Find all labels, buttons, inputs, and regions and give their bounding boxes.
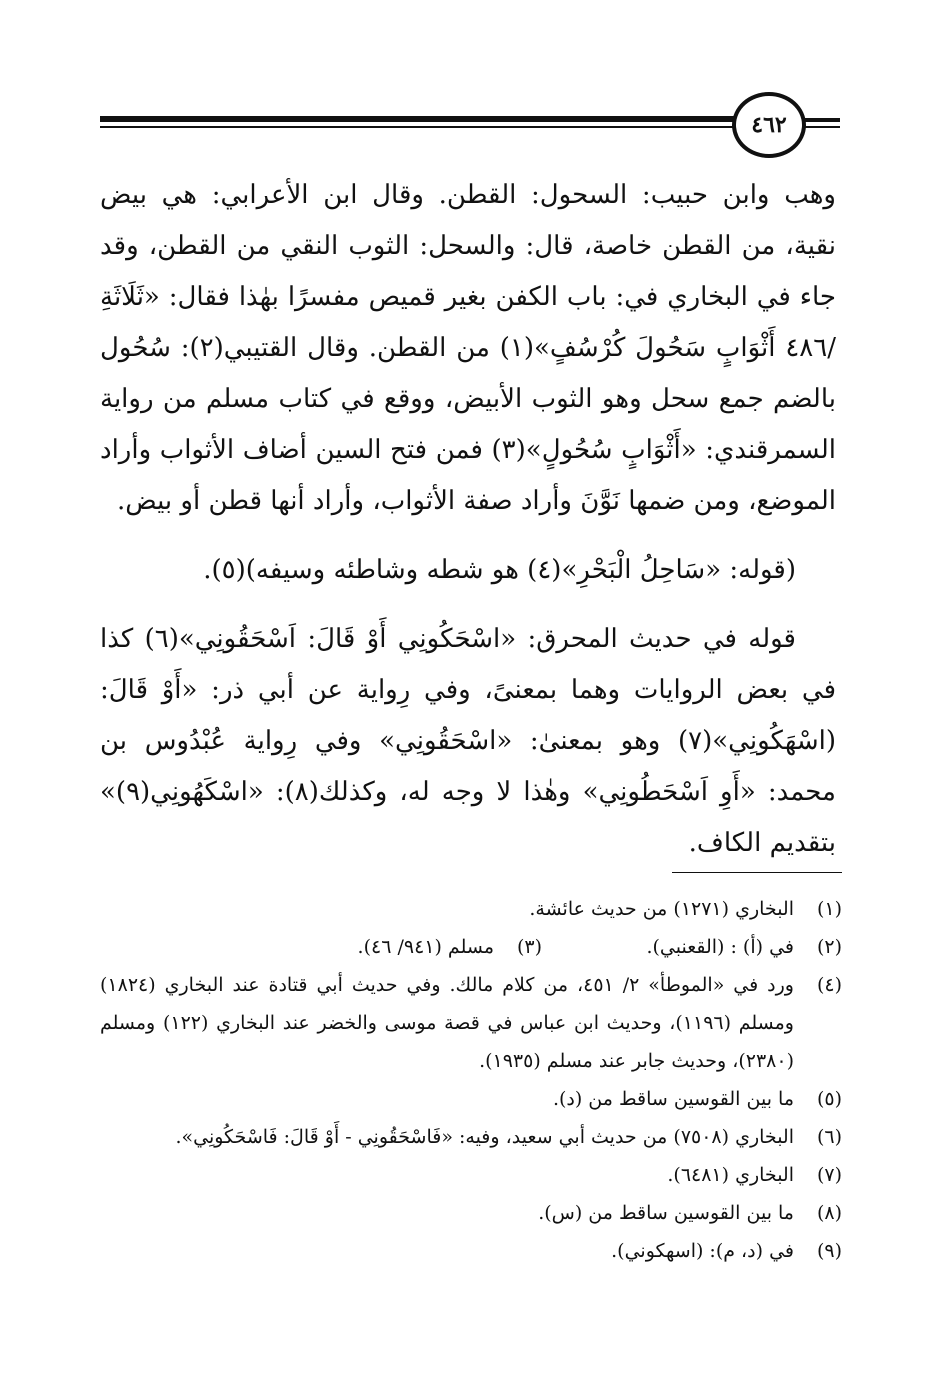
footnote-text: ورد في «الموطأ» ٢/ ٤٥١، من كلام مالك. وفي حديث أبي قتادة عند البخاري (١٨٢٤) ومسلم (١١٩٦)، وحديث ابن عباس في قصة موسى والخضر عند البخاري (١٢٢) ومسلم (٢٣٨٠)، وحديث جابر عند مسلم (١٩٣٥). bbox=[100, 974, 794, 1072]
footnote-text: البخاري (٦٤٨١). bbox=[667, 1164, 794, 1186]
footnote bbox=[100, 1194, 842, 1232]
footnote-separator bbox=[672, 872, 842, 873]
footnote-number: (٧) bbox=[816, 1164, 842, 1186]
footnote-text: البخاري (١٢٧١) من حديث عائشة. bbox=[529, 898, 794, 920]
header-rule-thin bbox=[100, 126, 735, 128]
footnote-text: البخاري (٧٥٠٨) من حديث أبي سعيد، وفيه: «فَاسْحَقُونِي - أَوْ قَالَ: فَاسْحَكُونِي». bbox=[175, 1126, 794, 1148]
footnote bbox=[358, 928, 542, 966]
footnote-number: (٥) bbox=[816, 1088, 842, 1110]
footnote-number: (٦) bbox=[816, 1126, 842, 1148]
footnote-text: مسلم (٩٤١/ ٤٦). bbox=[357, 936, 494, 958]
header-rule-right bbox=[800, 118, 840, 122]
footnote-text: ما بين القوسين ساقط من (س). bbox=[538, 1202, 794, 1224]
header-rule-right-thin bbox=[800, 126, 840, 128]
footnote-number: (٣) bbox=[516, 936, 542, 958]
footnote bbox=[100, 1118, 842, 1156]
footnote-row bbox=[100, 928, 842, 966]
main-text bbox=[100, 170, 836, 869]
footnote-text: ما بين القوسين ساقط من (د). bbox=[552, 1088, 794, 1110]
footnote bbox=[100, 890, 842, 928]
footnote-number: (٤) bbox=[816, 974, 842, 996]
footnote-number: (١) bbox=[816, 898, 842, 920]
paragraph-3: قوله في حديث المحرق: «اسْحَكُونِي أَوْ قَالَ: اَسْحَقُونِي»(٦) كذا في بعض الروايات وهما بمعنىً، وفي رِواية عن أبي ذر: «أَوْ قَالَ: (اسْهَكُونِي»(٧) وهو بمعنىٰ: «اسْحَقُونِي» وفي رِواية عُبْدُوس بن محمد: «أَوِ اَسْحَطُونِي» وهٰذا لا وجه له، وكذلك(٨): «اسْكَهُونِي(٩)» بتقديم الكاف. bbox=[100, 624, 836, 858]
footnote-text: في (أ) : (القعنبي). bbox=[646, 936, 794, 958]
footnote bbox=[100, 1232, 842, 1270]
page-number: ٤٦٢ bbox=[732, 92, 806, 158]
footnote-number: (٢) bbox=[816, 936, 842, 958]
footnote bbox=[100, 1080, 842, 1118]
footnote bbox=[542, 928, 842, 966]
paragraph-1: وهب وابن حبيب: السحول: القطن. وقال ابن الأعرابي: هي بيض نقية، من القطن خاصة، قال: والسحل: الثوب النقي من القطن، وقد جاء في البخاري في: باب الكفن بغير قميص مفسرًا بهٰذا فقال: «ثَلَاثَةِ /٤٨٦ أَثْوَابٍ سَحُولَ كُرْسُفٍ»(١) من القطن. وقال القتيبي(٢): سُحُول بالضم جمع سحل وهو الثوب الأبيض، ووقع في كتاب مسلم من رواية السمرقندي: «أَثْوَابٍ سُحُولٍ»(٣) فمن فتح السين أضاف الأثواب وأراد الموضع، ومن ضمها نَوَّنَ وأراد صفة الأثواب، وأراد أنها قطن أو بيض. bbox=[100, 180, 836, 516]
header-rule-thick bbox=[100, 116, 735, 122]
footnote bbox=[100, 966, 842, 1080]
footnotes bbox=[100, 890, 842, 1270]
footnote-text: في (د، م): (اسهكوني). bbox=[611, 1240, 794, 1262]
page-header bbox=[100, 90, 840, 160]
footnote bbox=[100, 1156, 842, 1194]
footnote-number: (٩) bbox=[816, 1240, 842, 1262]
footnote-number: (٨) bbox=[816, 1202, 842, 1224]
paragraph-2: (قوله: «سَاحِلُ الْبَحْرِ»(٤) هو شطه وشاطئه وسيفه)(٥). bbox=[203, 555, 796, 585]
